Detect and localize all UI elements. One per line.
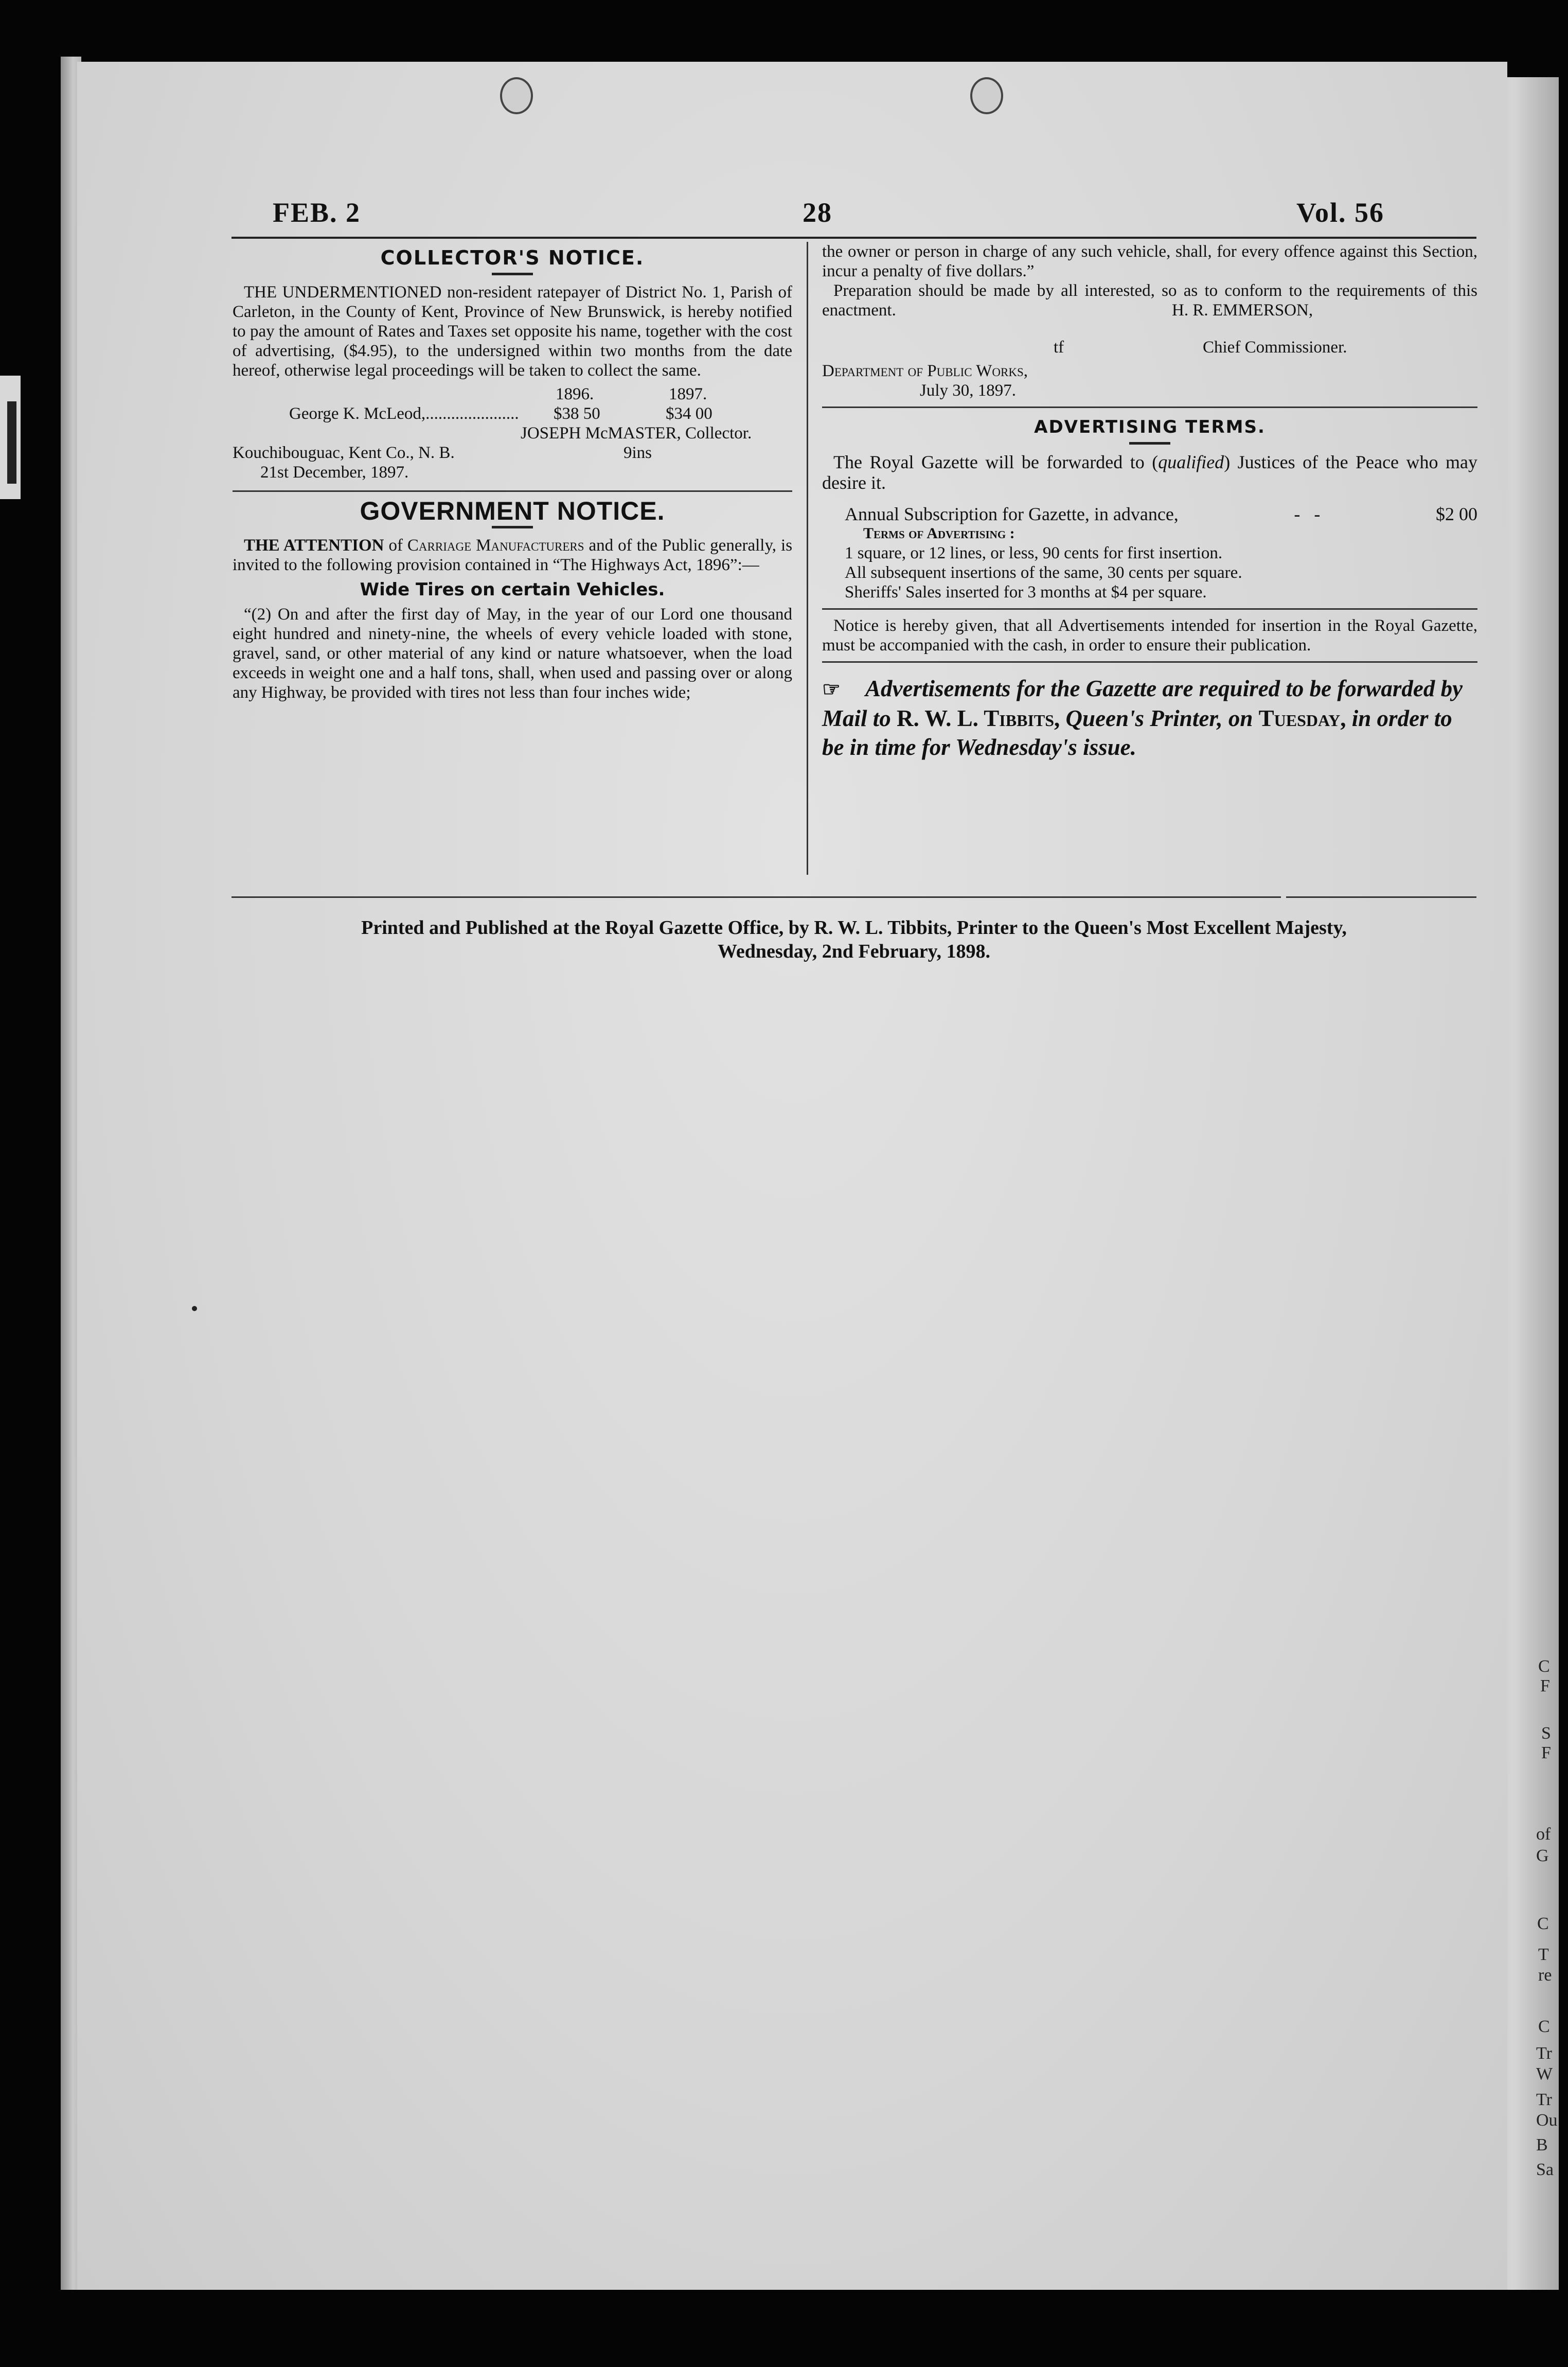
advertising-term-2: All subsequent insertions of the same, 30 cents per square. xyxy=(845,563,1242,582)
adjacent-fragment: C xyxy=(1538,2017,1550,2036)
intro-lead: THE ATTENTION xyxy=(244,536,384,555)
ratepayer-name: George K. McLeod,...................... xyxy=(289,404,519,423)
adjacent-fragment: Sa xyxy=(1536,2160,1554,2179)
advertising-terms xyxy=(822,417,1477,762)
section-rule xyxy=(233,490,792,492)
adjacent-fragment: of xyxy=(1536,1825,1551,1844)
mail-notice-c: in order to be in time for Wednesday's issue. xyxy=(822,705,1452,760)
signatory-title: Chief Commissioner. xyxy=(1203,338,1347,357)
header-volume: Vol. 56 xyxy=(1296,197,1385,228)
preparation-note: Preparation should be made by all interested, so as to conform to the requirements of this enactment. xyxy=(822,281,1477,320)
mail-notice-name: R. W. L. Tibbits, xyxy=(897,705,1060,731)
footer-rule xyxy=(1286,896,1476,898)
gazette-page xyxy=(77,62,1507,2290)
amount-1896: $38 50 xyxy=(554,404,600,423)
adjacent-fragment: re xyxy=(1538,1966,1552,1985)
collector-place: Kouchibouguac, Kent Co., N. B. xyxy=(233,444,455,462)
intro-of: of xyxy=(388,536,403,555)
header-page-number: 28 xyxy=(803,197,832,228)
mail-notice xyxy=(822,674,1477,762)
collector-notice-date: 21st December, 1897. xyxy=(260,463,409,482)
column-divider xyxy=(807,242,808,875)
adjacent-fragment: G xyxy=(1536,1846,1549,1865)
short-rule xyxy=(492,526,533,528)
collectors-notice-body: THE UNDERMENTIONED non-resident ratepayer of District No. 1, Parish of Carleton, in the County of Kent, Province of New Brunswick, is hereby notified to pay the amount of Rates and Taxes set opposite his name, together with the cost of advertising, ($4.95), to the undersigned within two months from the date hereof, otherwise legal proceedings will be taken to collect the same. xyxy=(233,283,792,380)
adjacent-fragment: Tr xyxy=(1536,2090,1552,2109)
notice-date-row xyxy=(233,463,792,482)
adjacent-fragment: F xyxy=(1541,1743,1551,1762)
insertion-mark: 9ins xyxy=(623,444,652,462)
imprint-line-2: Wednesday, 2nd February, 1898. xyxy=(718,941,990,962)
wide-tires-subheading: Wide Tires on certain Vehicles. xyxy=(360,579,665,600)
header-date: FEB. 2 xyxy=(273,197,361,228)
binding-hole-left xyxy=(500,77,533,114)
imprint-line-1: Printed and Published at the Royal Gazette Office, by R. W. L. Tibbits, Printer to the Queen's Most Excellent Majesty, xyxy=(361,917,1347,939)
cash-notice: Notice is hereby given, that all Advertisements intended for insertion in the Royal Gazette, must be accompanied with the cash, in order to ensure their publication. xyxy=(822,616,1477,655)
mail-notice-b: Queen's Printer, on xyxy=(1065,705,1253,731)
subscription-dashes: - - xyxy=(1294,504,1321,524)
tax-year-1896: 1896. xyxy=(556,385,594,403)
adjacent-fragment: B xyxy=(1536,2135,1548,2154)
government-notice-intro xyxy=(233,536,792,575)
highways-act-clause: “(2) On and after the first day of May, in the year of our Lord one thousand eight hundred and ninety-nine, the wheels of every vehicle loaded with stone, gravel, sand, or other material of any kind or nature whatsoever, when the load exceeds in weight one and a half tons, shall, when used and passing over or along any Highway, be provided with tires not less than four inches wide; xyxy=(233,605,792,702)
government-notice-title: GOVERNMENT NOTICE. xyxy=(360,497,665,525)
scanner-clip-slot xyxy=(7,401,16,484)
intro-carriage-manufacturers: Carriage Manufacturers xyxy=(407,536,584,555)
short-rule xyxy=(1129,442,1170,445)
section-rule xyxy=(822,661,1477,663)
tax-year-row xyxy=(233,384,792,404)
amount-1897: $34 00 xyxy=(666,404,712,423)
collector-row xyxy=(233,423,792,443)
tax-amount-row xyxy=(233,404,792,423)
right-column xyxy=(822,242,1477,762)
collectors-notice xyxy=(233,248,792,482)
adjacent-fragment: W xyxy=(1536,2064,1553,2083)
ink-speck xyxy=(192,1306,197,1311)
intro-rest: and of the Public generally, is invited to the following provision contained in “The Highways Act, 1896”:— xyxy=(233,536,793,574)
footer-rule xyxy=(231,896,1281,898)
signatory-name-row xyxy=(822,301,1477,341)
collectors-notice-title: COLLECTOR'S NOTICE. xyxy=(380,246,645,269)
adjacent-fragment: S xyxy=(1541,1724,1551,1743)
adjacent-fragment: Ou xyxy=(1536,2111,1558,2130)
forwarding-note-qualified: qualified xyxy=(1158,452,1224,472)
signatory-name: H. R. EMMERSON, xyxy=(1172,301,1313,320)
advertising-term-3: Sheriffs' Sales inserted for 3 months at $4 per square. xyxy=(845,583,1207,602)
highways-act-clause-continued: the owner or person in charge of any such vehicle, shall, for every offence against this Section, incur a penalty of five dollars.” xyxy=(822,242,1477,280)
adjacent-fragment: F xyxy=(1540,1676,1550,1695)
forwarding-note xyxy=(822,452,1477,493)
subscription-label: Annual Subscription for Gazette, in advance, xyxy=(845,504,1179,524)
binding-hole-right xyxy=(970,77,1003,114)
forwarding-note-a: The Royal Gazette will be forwarded to ( xyxy=(833,452,1159,472)
section-rule xyxy=(822,608,1477,610)
header-rule xyxy=(231,237,1476,239)
printer-imprint xyxy=(231,916,1476,963)
adjacent-fragment: T xyxy=(1538,1945,1549,1964)
advertising-term-1: 1 square, or 12 lines, or less, 90 cents for first insertion. xyxy=(845,544,1223,562)
mail-notice-day: Tuesday, xyxy=(1258,705,1346,731)
adjacent-fragment: C xyxy=(1538,1657,1550,1676)
department-name: Department of Public Works, xyxy=(822,362,1028,380)
government-notice xyxy=(233,497,793,702)
subscription-price: $2 00 xyxy=(1436,504,1477,524)
adjacent-fragment: Tr xyxy=(1536,2044,1552,2063)
short-rule xyxy=(492,273,533,275)
mail-notice-a: Advertisements for the Gazette are required to be forwarded by Mail to xyxy=(822,676,1463,731)
forwarding-note-b: ) Justices of the Peace who may desire it. xyxy=(822,452,1477,493)
department-date: July 30, 1897. xyxy=(920,381,1017,400)
tax-year-1897: 1897. xyxy=(669,385,707,403)
tf-mark: tf xyxy=(1054,338,1064,357)
adjacent-fragment: C xyxy=(1537,1914,1549,1933)
advertising-terms-title: ADVERTISING TERMS. xyxy=(1034,417,1266,437)
pointing-hand-icon: ☞ xyxy=(822,678,841,701)
signatory-title-row xyxy=(822,338,1477,360)
subscription-line xyxy=(822,504,1477,524)
place-row xyxy=(233,443,792,463)
terms-heading: Terms of Advertising : xyxy=(863,525,1015,542)
left-column xyxy=(233,245,792,702)
section-rule xyxy=(822,407,1477,408)
collector-signature: JOSEPH McMASTER, Collector. xyxy=(521,424,752,443)
